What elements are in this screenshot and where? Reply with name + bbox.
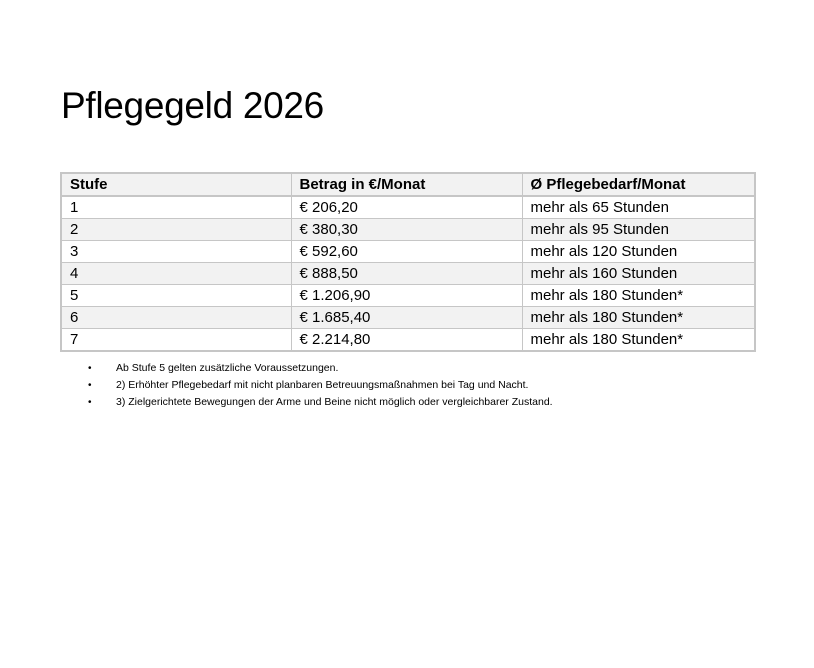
footnote-text: 3) Zielgerichtete Bewegungen der Arme und Beine nicht möglich oder vergleichbarer Zustand.: [116, 396, 553, 408]
table-row: [61, 285, 755, 307]
footnotes-list: [88, 360, 553, 411]
page-title: Pflegegeld 2026: [61, 85, 324, 126]
cell-pflegebedarf: mehr als 95 Stunden: [522, 219, 755, 241]
cell-pflegebedarf: mehr als 160 Stunden: [522, 263, 755, 285]
pflegegeld-table-container: [60, 172, 754, 352]
table-row: [61, 196, 755, 219]
cell-pflegebedarf: mehr als 65 Stunden: [522, 196, 755, 219]
cell-stufe: 2: [61, 219, 291, 241]
cell-betrag: € 1.685,40: [291, 307, 522, 329]
cell-pflegebedarf: mehr als 180 Stunden*: [522, 285, 755, 307]
cell-pflegebedarf: mehr als 180 Stunden*: [522, 307, 755, 329]
cell-betrag: € 888,50: [291, 263, 522, 285]
cell-stufe: 5: [61, 285, 291, 307]
table-row: [61, 219, 755, 241]
footnote-text: Ab Stufe 5 gelten zusätzliche Voraussetzungen.: [116, 362, 339, 374]
column-header-pflegebedarf: Ø Pflegebedarf/Monat: [522, 173, 755, 196]
footnote-item: [88, 394, 553, 411]
cell-betrag: € 2.214,80: [291, 329, 522, 352]
cell-betrag: € 380,30: [291, 219, 522, 241]
bullet-icon: •: [88, 363, 92, 374]
cell-betrag: € 592,60: [291, 241, 522, 263]
table-row: [61, 307, 755, 329]
column-header-stufe: Stufe: [61, 173, 291, 196]
cell-betrag: € 206,20: [291, 196, 522, 219]
cell-stufe: 7: [61, 329, 291, 352]
table-row: [61, 329, 755, 352]
table-row: [61, 241, 755, 263]
bullet-icon: •: [88, 397, 92, 408]
cell-betrag: € 1.206,90: [291, 285, 522, 307]
footnote-text: 2) Erhöhter Pflegebedarf mit nicht planbaren Betreuungsmaßnahmen bei Tag und Nacht.: [116, 379, 529, 391]
cell-pflegebedarf: mehr als 180 Stunden*: [522, 329, 755, 352]
bullet-icon: •: [88, 380, 92, 391]
footnote-item: [88, 360, 553, 377]
cell-stufe: 1: [61, 196, 291, 219]
cell-stufe: 3: [61, 241, 291, 263]
pflegegeld-table: [60, 172, 756, 352]
cell-stufe: 6: [61, 307, 291, 329]
cell-pflegebedarf: mehr als 120 Stunden: [522, 241, 755, 263]
cell-stufe: 4: [61, 263, 291, 285]
column-header-betrag: Betrag in €/Monat: [291, 173, 522, 196]
footnote-item: [88, 377, 553, 394]
table-row: [61, 263, 755, 285]
table-header-row: [61, 173, 755, 196]
